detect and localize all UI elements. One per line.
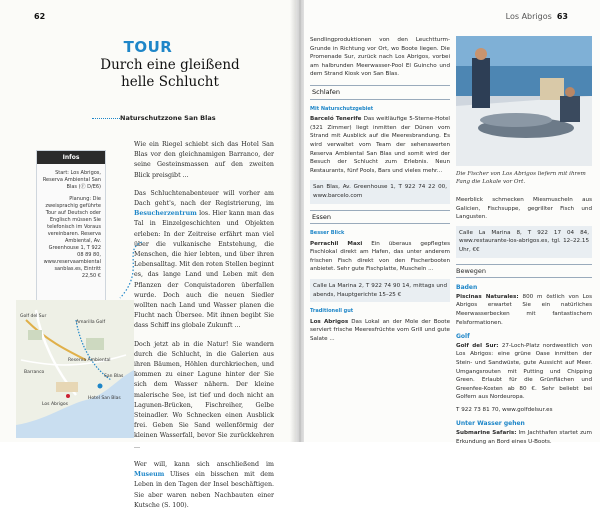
- highlight-term: Besucherzentrum: [134, 210, 197, 218]
- tour-headline: [40, 57, 300, 91]
- map-graphic: [16, 300, 134, 438]
- baden-head: Baden: [456, 284, 478, 292]
- dotted-route-curve: [112, 240, 150, 300]
- essen-tag-1: Besser Blick: [310, 230, 345, 237]
- map-label: Golf del Sur: [20, 314, 47, 319]
- headline-line-2: helle Schlucht: [121, 74, 219, 90]
- schlafen-entry: [310, 115, 450, 175]
- map-label: Reserva Ambiental: [68, 358, 111, 363]
- col2-text: Meerblick schmecken Miesmuscheln aus Galicien, Fischsuppe, gegrillter Fisch und Langusten.: [456, 197, 592, 221]
- info-start: Start: Los Abrigos, Reserva Ambiental San Blas (Ⓕ D/E6): [42, 170, 101, 190]
- photo-graphic: [456, 36, 592, 166]
- section-head-essen: Essen: [310, 210, 450, 225]
- golf-name: Golf del Sur:: [456, 342, 499, 349]
- intro-text: Sendlingproduktionen von den Leuchtturm-Grunde in Richtung vor Ort, wo Boote liegen. Die Promenade Sur, zurück nach Los Abrigos, vorbei am halbrunden Meerwasser-Pool El Guincho und dem Strand Kiosk von San Blas.: [310, 37, 450, 78]
- route-map: [16, 300, 134, 438]
- unter-head: Unter Wasser gehen: [456, 420, 525, 428]
- essen-text-2: Das Lokal an der Mole der Boote serviert frische Meeresfrüchte vom Grill und gute Salate ...: [310, 318, 451, 343]
- essen-tag-2: Traditionell gut: [310, 308, 354, 315]
- golf-entry: [456, 342, 592, 402]
- right-column-1: [310, 36, 450, 349]
- tour-subtitle: Naturschutzzone San Blas: [120, 114, 216, 122]
- fisherman-photo: [456, 36, 592, 166]
- essen-name-2: Los Abrigos: [310, 318, 349, 325]
- section-head-bewegen: Bewegen: [456, 264, 592, 279]
- left-page: [0, 0, 296, 509]
- body-paragraph: Wer will, kann sich anschließend im Museum Ulises ein bisschen mit dem Leben in den Tagen der Insel beschäftigen. Sie aber waren neben Nachbauten einer Kutsche (S. 100).: [134, 460, 274, 509]
- right-column-2: [456, 196, 592, 450]
- golf-text: 27-Loch-Platz nordwestlich von Los Abrigos: eine grüne Oase inmitten der Stein- und Sandwüste, gute Aussicht auf Meer. Umgangsrouten mit Putting und Chipping Green. Erlaubt für die Grünflächen und Greenfee-Kosten ab 80 €. Sehr beliebt bei Golfern aus Nordeuropa.: [456, 342, 593, 401]
- page-number-left: 62: [34, 12, 46, 21]
- map-label: Hotel San Blas: [88, 396, 121, 401]
- baden-entry: [456, 293, 592, 327]
- map-label: San Blas: [104, 374, 124, 379]
- tour-body-text: [134, 140, 274, 519]
- running-head: Los Abrigos: [505, 12, 552, 21]
- page-number-right: 63: [556, 12, 568, 21]
- map-label: Los Abrigos: [42, 402, 68, 407]
- schlafen-name: Barceló Tenerife: [310, 116, 362, 123]
- golf-head: Golf: [456, 333, 470, 341]
- photo-caption: Die Fischer von Los Abrigos liefern mit ihrem Fang die Lokale vor Ort.: [456, 171, 586, 185]
- headline-line-1: Durch eine gleißend: [100, 57, 240, 73]
- section-head-schlafen: Schlafen: [310, 85, 450, 100]
- col2-info: Calle La Marina 8, T 922 17 04 84, www.restaurante-los-abrigos.es, tgl. 12–22.15 Uhr, €€: [456, 226, 592, 258]
- schlafen-info: San Blas, Av. Greenhouse 1, T 922 74 22 00, www.barcelo.com: [310, 180, 450, 203]
- map-label: Barranco: [24, 370, 45, 375]
- info-planning: Planung: Die zweisprachig geführte Tour auf Deutsch oder Englisch müssen Sie telefonisch im Voraus vereinbaren. Reserva Ambiental, Av. Greenhouse 1, T 922 08 89 80, www.reservaambiental sanblas.es, Eintritt 22,50 €: [43, 196, 101, 279]
- essen-entry-2: [310, 318, 450, 344]
- essen-text-1: Ein überaus gepflegtes Fischlokal direkt am Hafen, das unter anderem frischen Fisch direkt von den Fischerbooten anbietet. Sehr gute Fischplatte, Muscheln ...: [310, 240, 450, 273]
- baden-name: Piscinas Naturales:: [456, 293, 519, 300]
- page-header-right: [506, 12, 568, 21]
- body-paragraph: Doch jetzt ab in die Natur! Sie wandern durch die Schlucht, in die Galerien aus ihren Bäumen, Höhlen durchkriechen, und kommen zu einer Lagune hinter der Sie sich dem Wasser nähern. Der kleine malerische See, ist tief und doch nicht an Lagunen-Brücken, Fischreiher, Gelbe Steinadler. Wo Schnecken einen Ausblick frei. Geben Sie Sand wellenförmig der kleinen Wasserfall, bevor Sie zurückkehren ...: [134, 340, 274, 450]
- essen-entry-1: [310, 240, 450, 274]
- golf-info: T 922 73 81 70, www.golfdelsur.es: [456, 406, 553, 413]
- map-label: Amarilla Golf: [76, 320, 106, 325]
- unter-text: Im Jachthafen startet zum Erkundung an Bord eines U-Boots.: [456, 430, 592, 445]
- essen-info-1: Calle La Marina 2, T 922 74 90 14, mittags und abends, Hauptgerichte 15–25 €: [310, 279, 450, 302]
- tour-label: TOUR: [123, 38, 173, 56]
- unter-entry: [456, 429, 592, 446]
- info-box-title: Infos: [37, 151, 105, 164]
- schlafen-text: Das weitläufige 5-Sterne-Hotel (321 Zimmer) liegt inmitten der Dünen vom Strand mit Ausblick auf die Meeresbrandung. Es wird verwaltet vom Team der sehenswerten Reserva Ambiental San Blas und somit wird der Besuch der Schlucht zum Erlebnis. Neun Restaurants, fünf Pools, Bars und vieles mehr...: [310, 116, 450, 174]
- schlafen-tag: Mit Naturschutzgebiet: [310, 105, 374, 112]
- unter-name: Submarine Safaris:: [456, 430, 517, 437]
- dotted-route-line: [92, 118, 120, 119]
- highlight-term: Museum: [134, 471, 165, 479]
- body-paragraph: Wie ein Riegel schiebt sich das Hotel San Blas vor den gleichnamigen Barranco, der seine Gesteinsmassen auf den zweiten Blick preisgibt ...: [134, 141, 274, 179]
- essen-name-1: Perrachil Maxi: [310, 240, 363, 247]
- baden-text: 800 m östlich von Los Abrigos erwartet Sie ein natürliches Meerwasserbecken mit fantastischem Felsformationen.: [456, 293, 592, 326]
- body-paragraph: Das Schluchtenabenteuer will vorher am Dach geht's, nach der Registrierung, im Besucherzentrum los. Hier kann man das Tal in Einzelgeschichten und Objekten erleben: In der Zeitreise erfährt man viel über die vulkanische Entstehung, die Menschen, die hier lebten, und über ihren Lebensalltag. Mit den roten Stellen beginnt es, das lange Land und Leben mit den Pflanzen der Conquistadoren überfallen wurde. Doch auch die neuen Siedler wollten nach Land und Wasser planen die Flucht nach Übersee. Mit ihnen begibt Sie dass Schiff ins globale Zukunft ...: [134, 189, 274, 330]
